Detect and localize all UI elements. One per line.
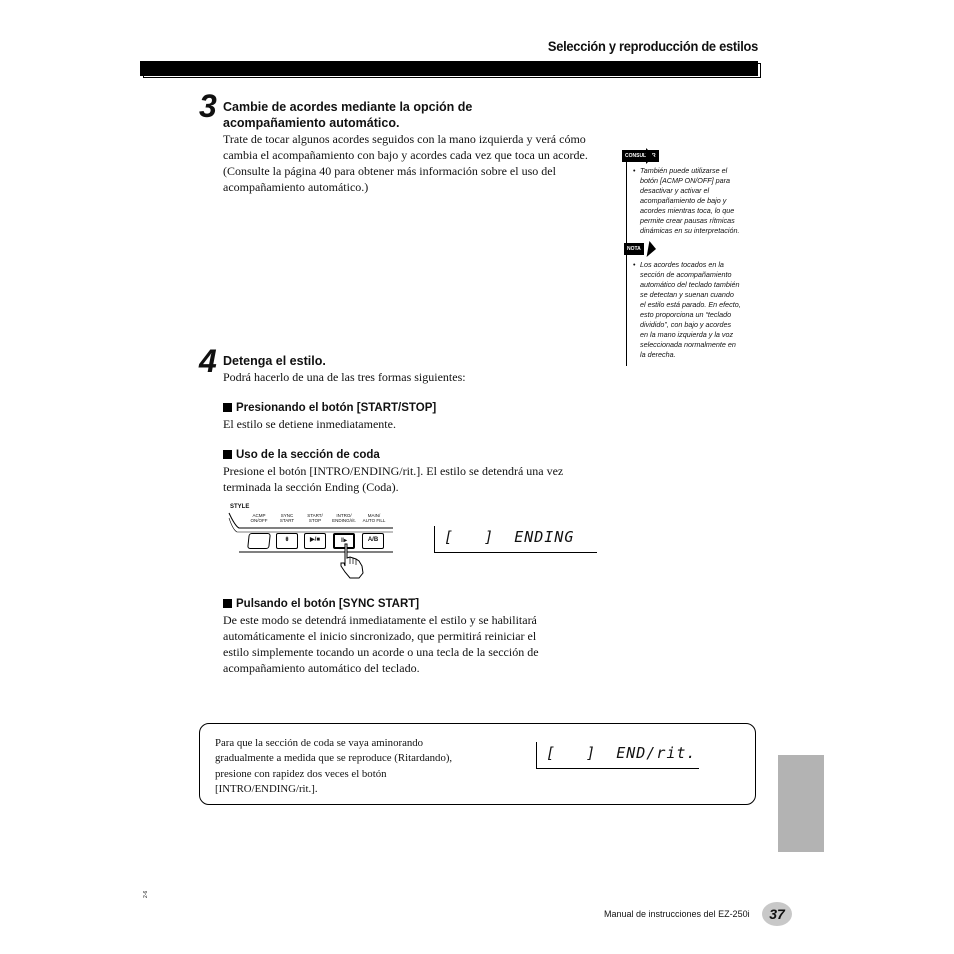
chapter-tab [778,755,824,852]
step-4-number: 4 [199,343,217,379]
acmp-label: ACMP ON/OFF [250,513,268,523]
step-3-title-line1: Cambie de acordes mediante la opción de [223,100,473,114]
method-3-body-line: estilo simplemente tocando un acorde o una tecla de la sección de [223,645,539,659]
pressing-hand-icon [337,542,377,582]
main-autofill-label: MAIN/ AUTO FILL [362,513,386,523]
main-autofill-button[interactable]: A/B [362,533,384,549]
method-3-heading: Pulsando el botón [SYNC START] [223,597,419,611]
method-1-heading: Presionando el botón [START/STOP] [223,401,436,415]
consultar-tag: CONSULTAR [622,150,659,162]
method-3-body-line: De este modo se detendrá inmediatamente el estilo y se habilitará [223,613,537,627]
step-4-title: Detenga el estilo. [223,354,326,368]
sync-start-label: SYNC START [279,513,295,523]
start-stop-label: START/ STOP [307,513,323,523]
sync-start-button[interactable]: ⇟ [276,533,298,549]
tip-text: Para que la sección de coda se vaya aminorando gradualmente a medida que se reproduce (Ritardando), presione con rapidez dos veces el botón [INTRO/ENDING/rit.]. [215,737,453,795]
method-2-body-line: terminada la sección Ending (Coda). [223,480,399,494]
step-4-intro: Podrá hacerlo de una de las tres formas siguientes: [223,370,466,384]
start-stop-button[interactable]: ▶/■ [304,533,326,549]
step-3-number: 3 [199,88,217,124]
step-3-body-line: acompañamiento automático.) [223,180,369,194]
sidebar-rule [626,150,627,366]
page-header-title: Selección y reproducción de estilos [547,38,758,54]
footer-side-code: 2-6 [143,890,149,898]
intro-ending-label: INTRO/ ENDING/rit. [332,513,356,523]
intro-ending-button[interactable]: ‖▸ [333,533,355,549]
step-3-body-line: Trate de tocar algunos acordes seguidos con la mano izquierda y verá cómo [223,132,586,146]
nota-pencil-icon [647,241,658,257]
method-3-body-line: acompañamiento automático del teclado. [223,661,420,675]
lcd-display-ending-edge [434,526,435,553]
lcd-display-ending-text: [ ] ENDING [444,528,575,546]
method-2-heading: Uso de la sección de coda [223,448,380,462]
acmp-button[interactable] [247,533,271,549]
panel-style-label: STYLE [230,504,250,510]
header-bar [140,61,758,76]
consultar-arrow-icon [646,148,654,164]
step-3-title-line2: acompañamiento automático. [223,116,400,130]
footer-manual-title: Manual de instrucciones del EZ-250i [604,909,750,919]
method-3-body-line: automáticamente el inicio sincronizado, que permitirá reiniciar el [223,629,537,643]
method-1-body: El estilo se detiene inmediatamente. [223,417,396,431]
method-2-body-line: Presione el botón [INTRO/ENDING/rit.]. El estilo se detendrá una vez [223,464,564,478]
style-panel-illustration [227,504,397,574]
step-3-body-line: cambia el acompañamiento con bajo y acordes cada vez que toca un acorde. [223,148,588,162]
lcd-display-endrit-text: [ ] END/rit. [546,744,697,762]
nota-tag: NOTA [624,243,644,255]
lcd-display-endrit-edge [536,742,537,769]
page-number: 37 [762,902,792,926]
step-3-body-line: (Consulte la página 40 para obtener más información sobre el uso del [223,164,556,178]
